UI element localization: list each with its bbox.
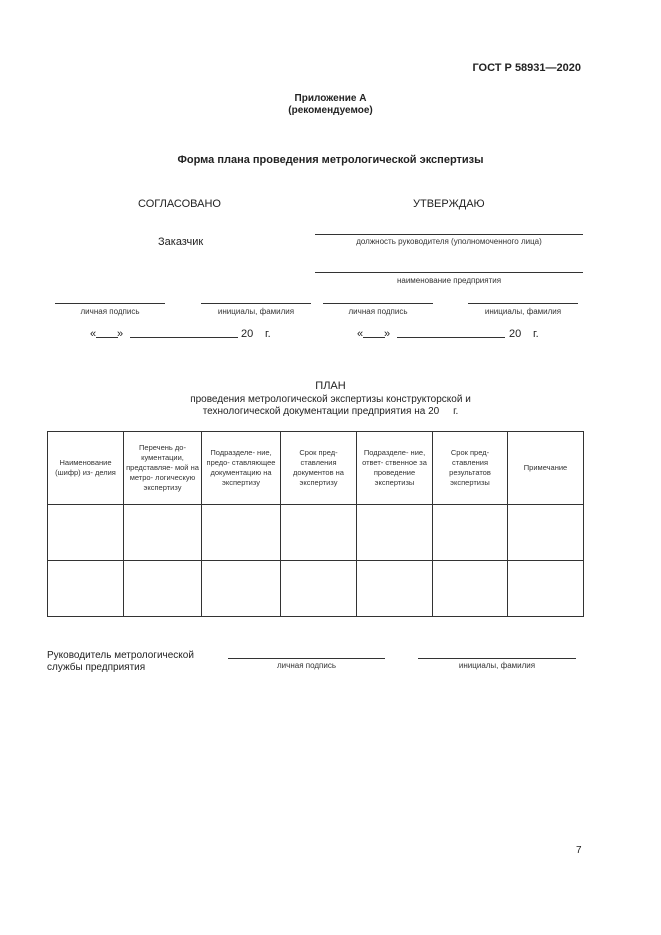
- column-header: Примечание: [508, 432, 584, 505]
- page-number: 7: [576, 845, 582, 856]
- column-header: Срок пред- ставления результатов экспертизы: [433, 432, 508, 505]
- column-header: Подразделе- ние, ответ- ственное за проведение экспертизы: [357, 432, 433, 505]
- date-year-suffix: г.: [533, 328, 539, 340]
- enterprise-name-line: [315, 272, 583, 273]
- initials-line-left: [201, 303, 311, 304]
- role-line-2: службы предприятия: [47, 662, 146, 673]
- approved-label: УТВЕРЖДАЮ: [413, 198, 485, 210]
- footer-signature-caption: личная подпись: [277, 661, 336, 670]
- date-open-quote: «: [357, 328, 364, 340]
- initials-caption-right: инициалы, фамилия: [484, 307, 562, 316]
- standard-number: ГОСТ Р 58931—2020: [472, 62, 581, 74]
- enterprise-name-caption: наименование предприятия: [396, 276, 502, 285]
- date-year-suffix: г.: [265, 328, 271, 340]
- metrology-head-role: [47, 650, 194, 674]
- agreed-label: СОГЛАСОВАНО: [138, 198, 221, 210]
- column-header: Срок пред- ставления документов на экспертизу: [281, 432, 357, 505]
- table-cell: [357, 561, 433, 617]
- table-cell: [48, 561, 124, 617]
- initials-line-right: [468, 303, 578, 304]
- table-cell: [202, 561, 281, 617]
- plan-title: ПЛАН: [315, 380, 346, 392]
- column-header: Подразделе- ние, предо- ставляющее документацию на экспертизу: [202, 432, 281, 505]
- table-cell: [202, 505, 281, 561]
- head-position-caption: должность руководителя (уполномоченного лица): [356, 237, 542, 246]
- signature-caption-left: личная подпись: [80, 307, 140, 316]
- signature-caption-right: личная подпись: [348, 307, 408, 316]
- date-close-quote: »: [117, 328, 124, 340]
- role-line-1: Руководитель метрологической: [47, 650, 194, 661]
- table-row: [48, 505, 584, 561]
- table-cell: [124, 505, 202, 561]
- plan-table: [47, 431, 584, 617]
- footer-initials-line: [418, 658, 576, 659]
- plan-subtitle-line2: технологической документации предприятия на 20 г.: [202, 406, 459, 417]
- table-cell: [433, 505, 508, 561]
- head-position-line: [315, 234, 583, 235]
- initials-caption-left: инициалы, фамилия: [217, 307, 295, 316]
- table-cell: [48, 505, 124, 561]
- date-month-line: [397, 337, 505, 338]
- table-header-row: [48, 432, 584, 505]
- date-month-line: [130, 337, 238, 338]
- date-year-prefix: 20: [241, 328, 254, 340]
- table-cell: [508, 561, 584, 617]
- customer-label: Заказчик: [158, 236, 204, 248]
- form-title: Форма плана проведения метрологической экспертизы: [177, 154, 484, 166]
- table-row: [48, 561, 584, 617]
- table-cell: [281, 505, 357, 561]
- date-open-quote: «: [90, 328, 97, 340]
- column-header: Перечень до- кументации, представляе- мой на метро- логическую экспертизу: [124, 432, 202, 505]
- table-cell: [281, 561, 357, 617]
- footer-initials-caption: инициалы, фамилия: [458, 661, 536, 670]
- date-day-line: [96, 337, 118, 338]
- table-cell: [124, 561, 202, 617]
- signature-line-right: [323, 303, 433, 304]
- footer-signature-line: [228, 658, 385, 659]
- column-header: Наименование (шифр) из- делия: [48, 432, 124, 505]
- date-day-line: [363, 337, 385, 338]
- annex-status: (рекомендуемое): [288, 105, 373, 116]
- date-year-prefix: 20: [509, 328, 522, 340]
- signature-line-left: [55, 303, 165, 304]
- table-cell: [433, 561, 508, 617]
- table-cell: [508, 505, 584, 561]
- plan-subtitle-line1: проведения метрологической экспертизы конструкторской и: [190, 394, 471, 405]
- table-cell: [357, 505, 433, 561]
- annex-title: Приложение А: [294, 93, 367, 104]
- date-close-quote: »: [384, 328, 391, 340]
